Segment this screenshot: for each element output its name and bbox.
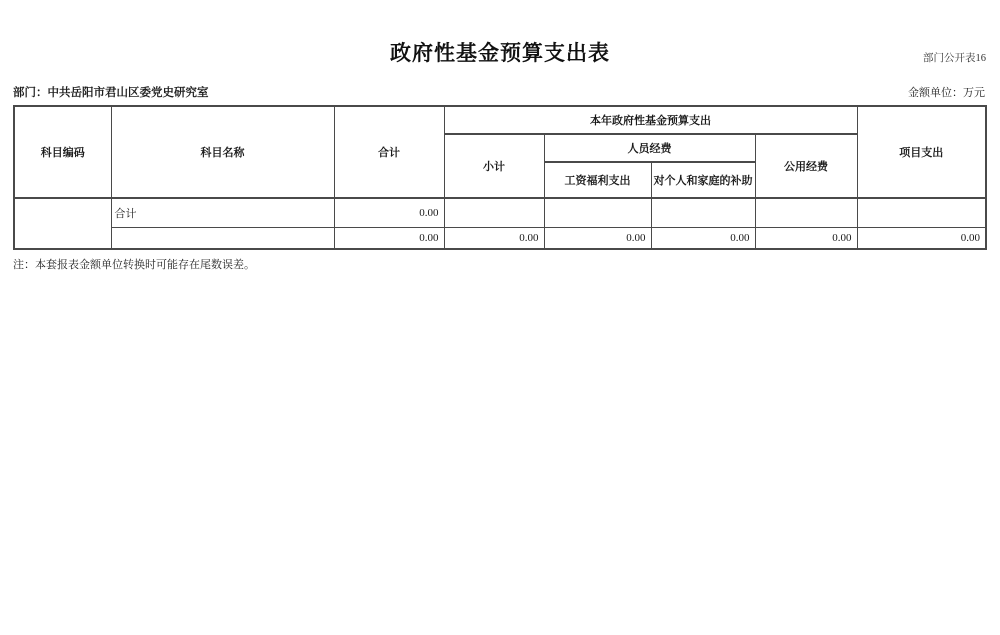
- header-row-1: [14, 106, 986, 134]
- form-number-label: 部门公开表16: [923, 53, 986, 64]
- header-wage-welfare: 工资福利支出: [544, 162, 651, 198]
- page-title: 政府性基金预算支出表: [390, 41, 610, 65]
- header-personnel-group: 人员经费: [544, 134, 755, 162]
- cell-subject-name: [111, 227, 334, 249]
- cell-individual-family-subsidy: 0.00: [651, 227, 755, 249]
- cell-wage-welfare: 0.00: [544, 227, 651, 249]
- header-project-expenditure: 项目支出: [857, 106, 986, 198]
- header-public-funds: 公用经费: [755, 134, 857, 198]
- header-current-year-group: 本年政府性基金预算支出: [444, 106, 857, 134]
- cell-subject-name: 合计: [111, 198, 334, 227]
- cell-wage-welfare: [544, 198, 651, 227]
- cell-individual-family-subsidy: [651, 198, 755, 227]
- header-individual-family-subsidy: 对个人和家庭的补助: [651, 162, 755, 198]
- cell-public-funds: 0.00: [755, 227, 857, 249]
- cell-total: 0.00: [334, 227, 444, 249]
- table-row-total: [14, 198, 986, 227]
- cell-subtotal: 0.00: [444, 227, 544, 249]
- header-subtotal: 小计: [444, 134, 544, 198]
- header-subject-code: 科目编码: [14, 106, 111, 198]
- header-total: 合计: [334, 106, 444, 198]
- cell-total: 0.00: [334, 198, 444, 227]
- amount-unit-label: 金额单位：万元: [908, 87, 985, 99]
- meta-row: [13, 84, 985, 100]
- budget-report-page: [0, 37, 1000, 635]
- cell-subtotal: [444, 198, 544, 227]
- cell-subject-code: [14, 198, 111, 249]
- table-row-values: [14, 227, 986, 249]
- department-label: 部门：中共岳阳市君山区委党史研究室: [13, 87, 209, 99]
- cell-public-funds: [755, 198, 857, 227]
- cell-project-expenditure: 0.00: [857, 227, 986, 249]
- header-subject-name: 科目名称: [111, 106, 334, 198]
- cell-project-expenditure: [857, 198, 986, 227]
- budget-table: [13, 105, 987, 250]
- footnote: 注：本套报表金额单位转换时可能存在尾数误差。: [13, 259, 255, 271]
